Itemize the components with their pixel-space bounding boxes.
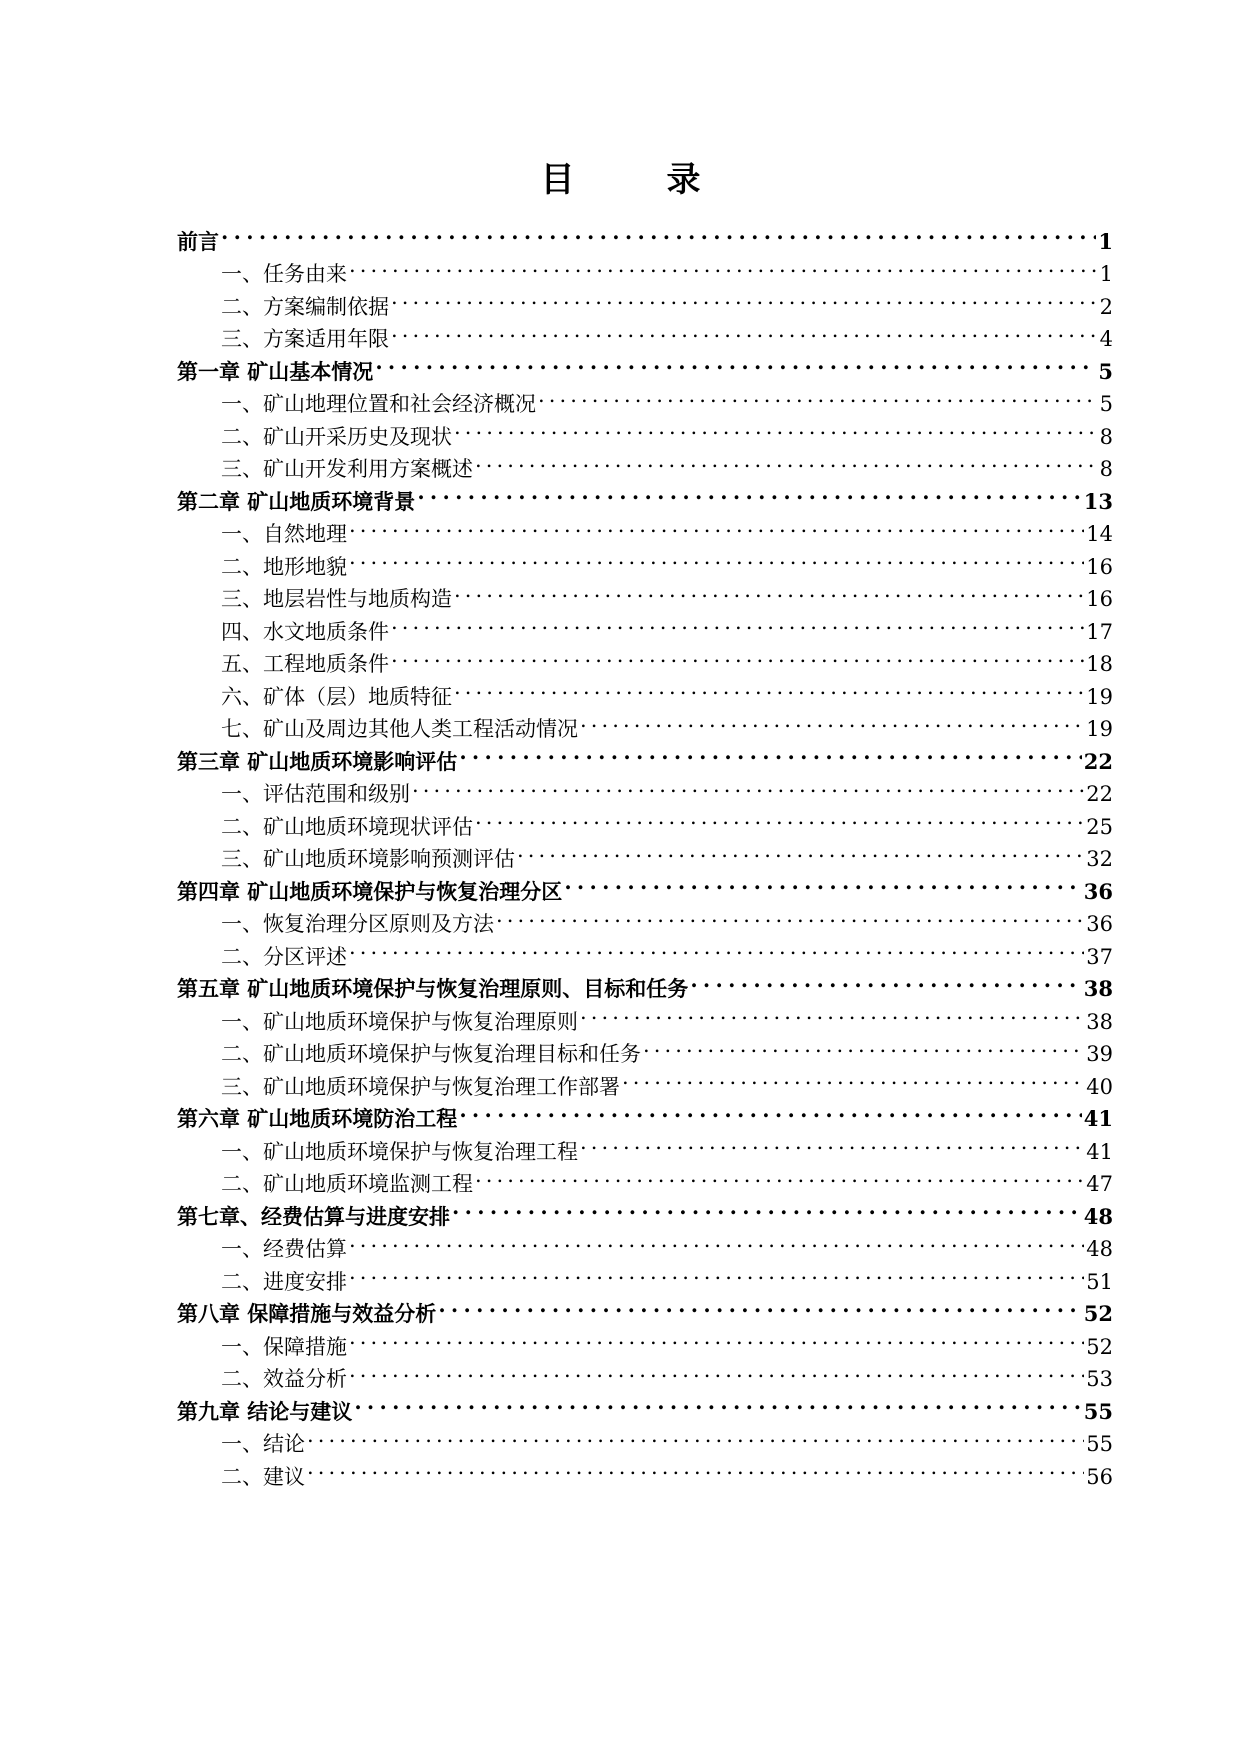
dot-leader [496,899,1084,932]
toc-entry-label: 一、自然地理 [221,522,347,546]
dot-leader [349,509,1084,542]
dot-leader [475,1159,1084,1192]
toc-entry-page-number: 5 [1099,392,1113,416]
toc-entry-label: 第六章 矿山地质环境防治工程 [177,1106,458,1131]
toc-entry-page-number: 1 [1099,262,1113,286]
toc-entry-label: 一、任务由来 [221,262,347,286]
toc-entry-label: 五、工程地质条件 [221,652,389,676]
toc-entry-page-number: 52 [1083,1301,1113,1326]
toc-entry-page-number: 56 [1086,1464,1113,1489]
dot-leader [454,411,1098,444]
toc-entry-page-number: 19 [1086,684,1113,709]
toc-entry-page-number: 48 [1086,1237,1113,1261]
title-char-1: 目 [540,160,575,200]
dot-leader [454,671,1084,704]
toc-entry-label: 一、保障措施 [221,1334,347,1359]
toc-section-entry[interactable] [177,1419,1113,1456]
dot-leader [307,1419,1084,1452]
dot-leader [475,444,1098,477]
toc-entry-page-number: 51 [1086,1269,1113,1294]
toc-entry-label: 二、分区评述 [221,944,347,969]
toc-entry-label: 三、矿山地质环境保护与恢复治理工作部署 [221,1074,620,1099]
dot-leader [391,639,1084,672]
dot-leader [580,704,1084,737]
dot-leader [643,1029,1084,1062]
dot-leader [349,249,1098,282]
dot-leader [475,801,1084,834]
toc-entry-page-number: 39 [1086,1042,1113,1066]
toc-entry-label: 二、矿山开采历史及现状 [221,424,452,449]
dot-leader [517,834,1084,867]
toc-entry-label: 第九章 结论与建议 [177,1398,353,1424]
toc-entry-page-number: 8 [1099,424,1113,449]
dot-leader [459,736,1081,769]
dot-leader [354,1386,1081,1419]
toc-chapter-entry[interactable] [177,216,1113,254]
dot-leader [564,866,1081,899]
dot-leader [538,379,1098,412]
dot-leader [580,1126,1084,1159]
dot-leader [452,1191,1082,1224]
title-char-2: 录 [666,160,701,200]
toc-entry-label: 三、矿山地质环境影响预测评估 [221,847,515,871]
dot-leader [349,1224,1084,1257]
toc-entry-label: 二、建议 [221,1464,305,1489]
toc-entry-page-number: 1 [1098,228,1113,254]
toc-entry-label: 三、矿山开发利用方案概述 [221,457,473,481]
toc-entry-page-number: 55 [1083,1398,1113,1424]
dot-leader [349,541,1084,574]
toc-entry-page-number: 32 [1086,847,1113,871]
toc-entry-label: 一、结论 [221,1432,305,1456]
toc-entry-label: 二、效益分析 [221,1367,347,1391]
toc-entry-page-number: 52 [1086,1334,1113,1359]
dot-leader [454,574,1084,607]
toc-entry-page-number: 16 [1086,587,1113,611]
toc-entry-label: 第三章 矿山地质环境影响评估 [177,748,458,774]
dot-leader [391,281,1098,314]
dot-leader [459,1094,1081,1127]
toc-entry-label: 六、矿体（层）地质特征 [221,684,452,709]
toc-entry-label: 第八章 保障措施与效益分析 [177,1301,437,1326]
toc-entry-page-number: 22 [1086,782,1113,806]
toc-entry-label: 二、方案编制依据 [221,294,389,319]
toc-entry-label: 一、矿山地质环境保护与恢复治理原则 [221,1009,578,1034]
dot-leader [221,216,1096,249]
toc-entry-label: 七、矿山及周边其他人类工程活动情况 [221,717,578,741]
dot-leader [391,314,1098,347]
toc-entry-page-number: 8 [1099,457,1113,481]
toc-entry-page-number: 36 [1083,878,1113,904]
toc-entry-label: 二、矿山地质环境保护与恢复治理目标和任务 [221,1042,641,1066]
dot-leader [622,1061,1084,1094]
toc-entry-page-number: 5 [1098,358,1113,384]
toc-entry-label: 第一章 矿山基本情况 [177,358,374,384]
toc-section-entry[interactable] [177,249,1113,286]
toc-entry-label: 第五章 矿山地质环境保护与恢复治理原则、目标和任务 [177,976,689,1001]
toc-entry-label: 一、评估范围和级别 [221,782,410,806]
dot-leader [412,769,1084,802]
page-title [0,158,1241,202]
toc-entry-page-number: 4 [1099,327,1113,351]
toc-entry-page-number: 2 [1099,294,1113,319]
table-of-contents [177,216,1113,1489]
toc-entry-page-number: 40 [1086,1074,1113,1099]
toc-entry-page-number: 55 [1086,1432,1113,1456]
toc-entry-page-number: 16 [1086,554,1113,579]
toc-entry-page-number: 17 [1086,619,1113,644]
toc-entry-label: 一、矿山地理位置和社会经济概况 [221,392,536,416]
toc-entry-page-number: 48 [1083,1203,1113,1229]
dot-leader [349,931,1084,964]
dot-leader [391,606,1084,639]
dot-leader [438,1289,1081,1322]
toc-entry-label: 第二章 矿山地质环境背景 [177,488,416,514]
toc-entry-label: 第七章、经费估算与进度安排 [177,1203,450,1229]
toc-entry-label: 二、矿山地质环境现状评估 [221,814,473,839]
dot-leader [307,1451,1084,1484]
dot-leader [580,996,1084,1029]
toc-entry-label: 二、地形地貌 [221,554,347,579]
toc-entry-page-number: 41 [1086,1139,1113,1164]
toc-entry-label: 四、水文地质条件 [221,619,389,644]
toc-entry-page-number: 37 [1086,944,1113,969]
toc-entry-page-number: 25 [1086,814,1113,839]
toc-entry-page-number: 19 [1086,717,1113,741]
toc-entry-label: 前言 [177,228,219,254]
toc-entry-label: 一、恢复治理分区原则及方法 [221,912,494,936]
toc-entry-label: 一、经费估算 [221,1237,347,1261]
toc-entry-page-number: 38 [1086,1009,1113,1034]
toc-entry-page-number: 22 [1083,748,1113,774]
toc-entry-label: 二、进度安排 [221,1269,347,1294]
toc-entry-label: 二、矿山地质环境监测工程 [221,1172,473,1196]
toc-entry-page-number: 38 [1083,976,1113,1001]
dot-leader [375,346,1096,379]
dot-leader [349,1321,1084,1354]
toc-entry-page-number: 41 [1083,1106,1113,1131]
toc-entry-page-number: 14 [1086,522,1113,546]
toc-section-entry[interactable] [177,1451,1113,1489]
dot-leader [349,1354,1084,1387]
toc-entry-label: 三、方案适用年限 [221,327,389,351]
dot-leader [349,1256,1084,1289]
toc-entry-page-number: 18 [1086,652,1113,676]
toc-entry-page-number: 53 [1086,1367,1113,1391]
toc-entry-page-number: 36 [1086,912,1113,936]
toc-entry-label: 一、矿山地质环境保护与恢复治理工程 [221,1139,578,1164]
toc-entry-page-number: 13 [1083,488,1113,514]
toc-entry-label: 第四章 矿山地质环境保护与恢复治理分区 [177,878,563,904]
toc-entry-page-number: 47 [1086,1172,1113,1196]
dot-leader [690,964,1081,997]
dot-leader [417,476,1081,509]
toc-entry-label: 三、地层岩性与地质构造 [221,587,452,611]
